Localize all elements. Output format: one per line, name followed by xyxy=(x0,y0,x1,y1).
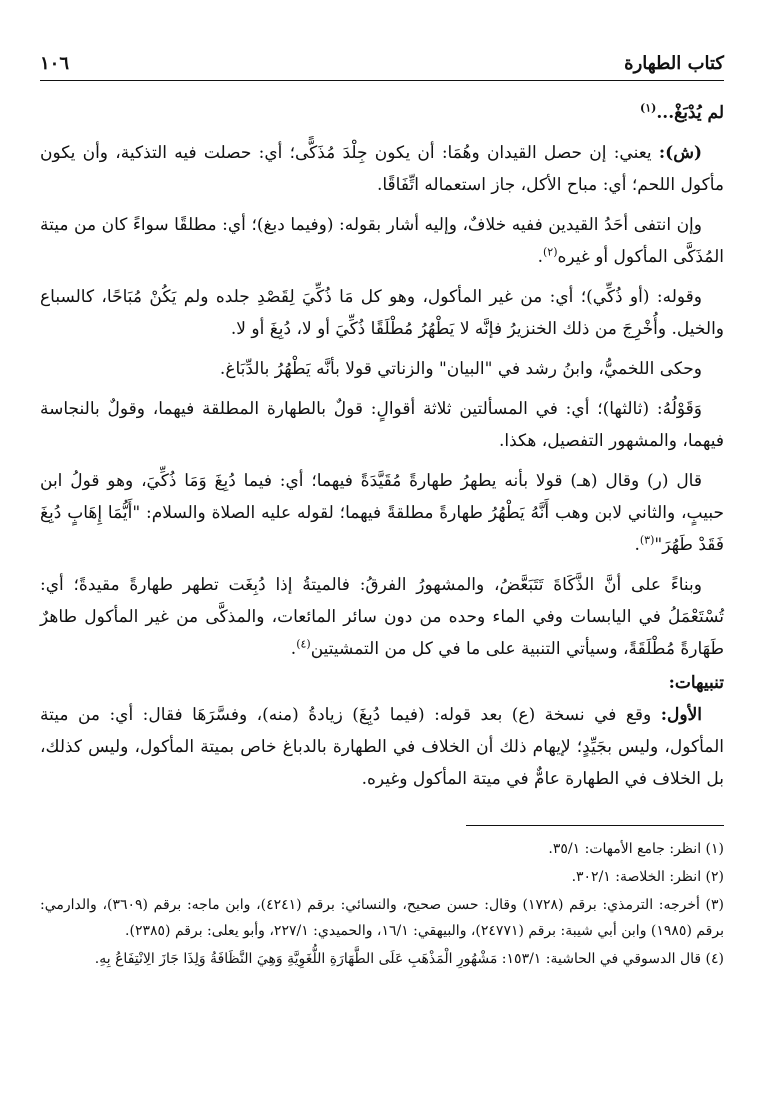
sharh-label: (ش): xyxy=(658,143,702,163)
matn-fragment: لم يُدْبَغْ... xyxy=(656,103,724,123)
paragraph-6-text: قال (ر) وقال (هـ) قولا بأنه يطهرُ طهارةً مُقَيَّدَةً فيهما؛ أي: فيما دُبِغَ وَمَا ذُكِّيَ، وهو قولُ ابن حبيبٍ، والثاني لابن وهب أَنَّهُ يَطْهُرُ طهارةً مطلقةً فيهما؛ لقوله عليه الصلاة والسلام: "أَيُّمَا إِهَابٍ دُبِغَ فَقَدْ طَهُرَ" xyxy=(40,471,724,555)
paragraph-2-text: وإن انتفى أحَدُ القيدين ففيه خلافٌ، وإليه أشار بقوله: (وفيما دبغ)؛ أي: مطلقًا سواءً كان من ميتة المُذَكَّى المأكول أو غيره xyxy=(40,215,724,267)
footnote-separator xyxy=(466,825,724,826)
paragraph-6-end: . xyxy=(634,535,640,555)
running-head xyxy=(40,38,724,81)
paragraph-1 xyxy=(40,137,724,201)
footnote-3: (٣) أخرجه: الترمذي: برقم (١٧٢٨) وقال: حسن صحيح، والنسائي: برقم (٤٢٤١)، وابن ماجه: برقم (٣٦٠٩)، والدارمي: برقم (١٩٨٥) وابن أبي شيبة: برقم (٢٤٧٧١)، والبيهقي: ١٦/١، والحميدي: ٢٢٧/١، وأبو يعلى: برقم (٢٣٨٥). xyxy=(40,897,725,939)
paragraph-8-text: وقع في نسخة (ع) بعد قوله: (فيما دُبِغَ) زيادةُ (منه)، وفسَّرَهَا فقال: أي: من ميتة المأكول، وليس بجَيِّدٍ؛ لإيهام ذلك أن الخلاف في الطهارة بالدباغ خاص بميتة المأكول، وليس كذلك، بل الخلاف في الطهارة عامٌّ في ميتة المأكول وغيره. xyxy=(40,705,724,789)
book-page xyxy=(40,38,724,1078)
paragraph-6 xyxy=(40,465,724,561)
paragraph-4-text: وحكى اللخميُّ، وابنُ رشد في "البيان" والزناتي قولا بأنَّه يَطْهُرُ بالدِّبَاغ. xyxy=(219,359,702,379)
section-subheading: تنبيهات: xyxy=(668,673,724,693)
footnote-separator-wrap xyxy=(40,803,724,836)
footnote-ref-1: (١) xyxy=(640,101,657,115)
paragraph-0 xyxy=(40,97,724,129)
footnote-ref-3: (٣) xyxy=(639,533,655,547)
main-text xyxy=(40,81,724,795)
paragraph-1-text: يعني: إن حصل القيدان وهُمَا: أن يكون جِلْدَ مُذَكًّى؛ أي: حصلت فيه التذكية، وأن يكون مأكول اللحم؛ أي: مباح الأكل، جاز استعماله اتِّفَاقًا. xyxy=(40,143,724,195)
chapter-title: كتاب الطهارة xyxy=(624,53,724,74)
footnote-ref-4: (٤) xyxy=(296,637,311,651)
paragraph-7-end: . xyxy=(290,639,297,659)
paragraph-5-text: وَقَوْلُهُ: (ثالثها)؛ أي: في المسألتين ثلاثة أقوالٍ: قولٌ بالطهارة المطلقة فيهما، وقولٌ بالنجاسة فيهما، والمشهور التفصيل، هكذا. xyxy=(40,399,724,451)
paragraph-2 xyxy=(40,209,724,273)
paragraph-3 xyxy=(40,281,724,345)
footnote-1: (١) انظر: جامع الأمهات: ٣٥/١. xyxy=(548,841,724,857)
paragraph-5 xyxy=(40,393,724,457)
paragraph-7-text: وبناءً على أنَّ الذَّكَاةَ تَتَبَعَّضُ، والمشهورُ الفرقُ: فالميتةُ إذا دُبِغَت تطهر طهارةً مقيدةً؛ أي: تُسْتَعْمَلُ في اليابسات وفي الماء وحده من دون سائر المائعات، والمذكَّى من غير المأكول طاهرٌ طَهَارةً مُطْلَقَةً، وسيأتي التنبية على ما في كل من التمشيتين xyxy=(40,575,724,659)
paragraph-7 xyxy=(40,569,724,665)
footnotes xyxy=(40,836,724,972)
paragraph-3-text: وقوله: (أو ذُكِّي)؛ أي: من غير المأكول، وهو كل مَا ذُكِّيَ لِقَصْدِ جلده ولم يَكُنْ مُبَاحًا، كالسباع والخيل. وأُخْرِجَ من ذلك الخنزيرُ فإنَّه لا يَطْهُرُ مُطْلَقًا ذُكِّيَ أو لا، دُبِغَ أو لا. xyxy=(40,287,724,339)
paragraph-4 xyxy=(40,353,724,385)
paragraph-8 xyxy=(40,699,724,795)
first-note-label: الأول: xyxy=(660,705,702,725)
paragraph-2-end: . xyxy=(537,247,543,267)
page-number: ١٠٦ xyxy=(40,53,70,74)
footnote-2: (٢) انظر: الخلاصة: ٣٠٢/١. xyxy=(571,869,724,885)
footnote-4: (٤) قال الدسوقي في الحاشية: ١٥٣/١: مَشْهُورِ الْمَذْهَبِ عَلَى الطَّهَارَةِ اللُّغَوِيَّةِ وَهِيَ النَّظَافَةُ وَلِذَا جَازَ الِانْتِفَاعُ بِهِ. xyxy=(94,951,724,967)
footnote-ref-2: (٢) xyxy=(542,245,558,259)
